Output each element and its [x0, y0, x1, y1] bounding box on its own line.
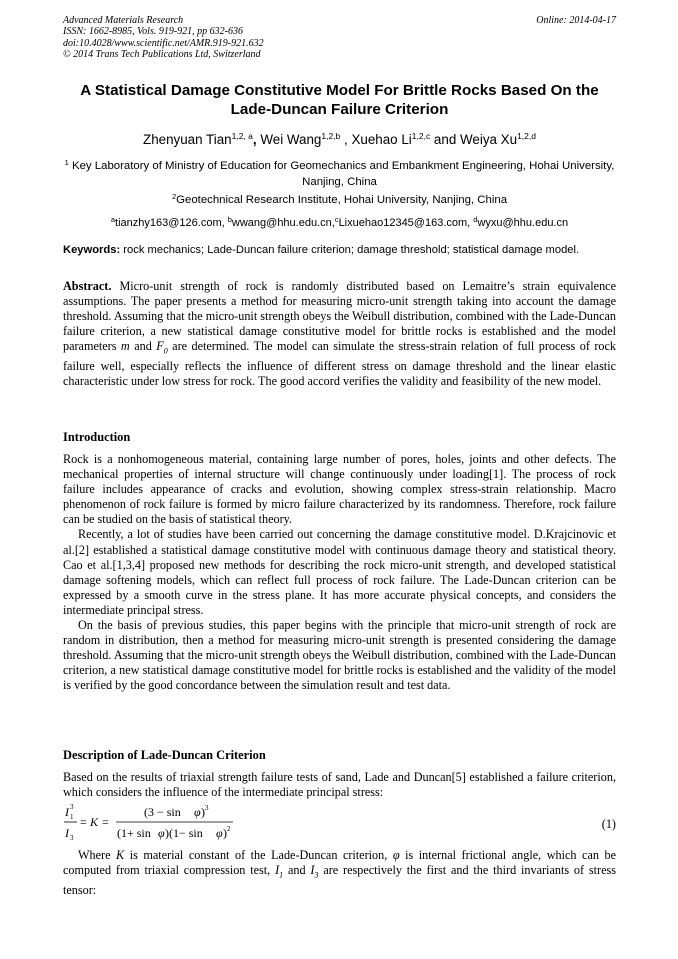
svg-text:φ: φ [158, 826, 165, 840]
author-sup: 1,2,b [321, 131, 341, 141]
abstract-text: and [129, 339, 157, 354]
lade-duncan-heading: Description of Lade-Duncan Criterion [63, 748, 266, 762]
equation-graphic [63, 801, 263, 845]
keywords-label: Keywords: [63, 244, 121, 256]
title-line-2: Lade-Duncan Failure Criterion [230, 101, 449, 118]
abstract-text: Micro-unit strength of rock is randomly distributed based on Lemaitre’s strain equivalence assumptions. The paper presents a method for measuring micro-unit strength taking into account the damage threshold. Assuming that the micro-unit strength obeys the Weibull distribution, combined with the Lade-Duncan failure criterion, a new statistical damage constitutive model for brittle rocks is established and the model parameters [63, 279, 616, 354]
abstract-paragraph [63, 279, 616, 389]
svg-text:1: 1 [70, 813, 74, 821]
author-sup: 1,2,c [411, 131, 431, 141]
affiliation-sup: 1 [64, 158, 69, 167]
symbol-phi: φ [392, 848, 400, 862]
svg-text:(1+ sin: (1+ sin [117, 826, 151, 840]
where-paragraph-block [63, 848, 616, 898]
email-address[interactable]: wyxu@hhu.edu.cn [477, 217, 569, 229]
symbol-I3-sub: 3 [314, 870, 319, 880]
symbol-I1: I [275, 863, 280, 878]
affiliation-1 [63, 159, 616, 190]
author-sup: 1,2,d [517, 131, 536, 141]
issn-line: ISSN: 1662-8985, Vols. 919-921, pp 632-636 [63, 26, 243, 38]
where-text: is material constant of the Lade-Duncan criterion, [124, 848, 393, 862]
param-F-sub: 0 [163, 346, 168, 356]
author-separator: , [252, 132, 261, 147]
intro-paragraph-2: Recently, a lot of studies have been carried out concerning the damage constitutive model. D.Krajcinovic et al.[2] established a statistical damage constitutive model with continuous damage theory and statistical theory. Cao et al.[1,3,4] proposed new methods for describing the rock micro-unit strength, and developed statistical damage softening models, which can reflect full process of rock failure. The Lade-Duncan criterion can be expressed by a smooth curve in the stress plane. It has more accurate physical concepts, and considers the intermediate principal stress. [63, 527, 616, 617]
symbol-I3: I [310, 863, 315, 878]
svg-text:2: 2 [227, 825, 231, 833]
author-separator: , [340, 132, 352, 147]
svg-text:3: 3 [205, 804, 209, 812]
author-list [63, 131, 616, 148]
svg-text:I: I [65, 826, 69, 840]
where-text: is internal frictional angle, which can be computed from triaxial compression test, [63, 848, 616, 878]
where-text: are respectively the first and the third invariants of stress tensor: [63, 863, 616, 897]
email-sup: b [227, 215, 232, 224]
svg-text:)(1− sin: )(1− sin [165, 826, 203, 840]
where-paragraph [63, 848, 616, 898]
author-separator: and [430, 132, 460, 147]
abstract [63, 279, 616, 389]
param-m: m [120, 339, 130, 354]
where-text: Where [78, 848, 117, 862]
journal-header [63, 15, 616, 60]
svg-text:=: = [80, 815, 87, 829]
affiliation-text: Key Laboratory of Ministry of Education for Geomechanics and Embankment Engineering, Hohai University, Nanjing, China [68, 160, 615, 188]
symbol-I1-sub: 1 [279, 870, 284, 880]
svg-text:I: I [65, 805, 69, 819]
title-line-1: A Statistical Damage Constitutive Model For Brittle Rocks Based On the [80, 82, 599, 99]
keywords [63, 243, 616, 258]
author-name: Zhenyuan Tian [143, 132, 232, 147]
introduction-heading: Introduction [63, 430, 131, 444]
doi-line: doi:10.4028/www.scientific.net/AMR.919-921.632 [63, 37, 264, 49]
svg-text:3: 3 [70, 834, 74, 842]
paper-title [63, 81, 616, 119]
author-name: Xuehao Li [351, 132, 412, 147]
introduction-body [63, 452, 616, 694]
svg-text:φ: φ [194, 805, 201, 819]
intro-paragraph-1: Rock is a nonhomogeneous material, containing large number of pores, holes, joints and other defects. The mechanical properties of internal structure will change continuously under loading[1]. The process of rock failure includes appearance of cracks and evolution, showing complex stress-strain relationship. Macro phenomenon of rock failure is formed by micro failure characterized by its randomness. Therefore, rock failure can be studied on the basis of statistical theory. [63, 452, 616, 527]
author-name: Wei Wang [260, 132, 322, 147]
abstract-text: are determined. The model can simulate the stress-strain relation of full process of rock failure well, especially reflects the influence of different stress on damage threshold and the linear elastic characteristic under low stress for rock. The good accord verifies the validity and feasibility of the new model. [63, 339, 616, 388]
keywords-text: rock mechanics; Lade-Duncan failure criterion; damage threshold; statistical damage model. [120, 244, 580, 256]
svg-text:(3 − sin: (3 − sin [144, 805, 181, 819]
svg-text:K: K [90, 815, 99, 829]
author-sup: 1,2, a [231, 131, 253, 141]
email-list [63, 216, 616, 230]
param-F: F [156, 339, 164, 354]
lade-duncan-intro [63, 770, 616, 800]
email-sup: d [473, 215, 478, 224]
email-address[interactable]: wwang@hhu.edu.cn, [231, 217, 335, 229]
svg-text:): ) [201, 805, 205, 819]
intro-paragraph-3: On the basis of previous studies, this paper begins with the principle that micro-unit strength of rock are random in distribution, then a method for measuring micro-unit strength is presented considering the damage threshold. Assuming that the micro-unit strength obeys the Weibull distribution, combined with the Lade-Duncan criterion, a new statistical damage constitutive model for brittle rocks is established and the validity of the model is verified by the good concordance between the simulation result and test data. [63, 618, 616, 693]
copyright-line: © 2014 Trans Tech Publications Ltd, Switzerland [63, 48, 261, 60]
affiliation-sup: 2 [171, 192, 177, 201]
affiliation-2 [63, 193, 616, 207]
abstract-label: Abstract. [63, 279, 112, 293]
lade-paragraph: Based on the results of triaxial strength failure tests of sand, Lade and Duncan[5] established a failure criterion, which considers the influence of the intermediate principal stress: [63, 770, 616, 800]
journal-name: Advanced Materials Research [63, 15, 184, 26]
email-address[interactable]: Lixuehao12345@163.com, [338, 217, 474, 229]
symbol-K: K [116, 848, 125, 862]
equation-number: (1) [601, 817, 616, 831]
svg-text:φ: φ [216, 826, 223, 840]
svg-text:): ) [223, 826, 227, 840]
email-sup: c [334, 215, 339, 224]
equation-1 [63, 801, 616, 845]
svg-text:=: = [102, 815, 109, 829]
svg-text:3: 3 [70, 803, 74, 811]
email-sup: a [110, 215, 116, 224]
author-name: Weiya Xu [460, 132, 518, 147]
email-address[interactable]: tianzhy163@126.com, [115, 217, 228, 229]
where-text: and [283, 863, 311, 878]
online-date: Online: 2014-04-17 [536, 15, 616, 26]
affiliation-text: Geotechnical Research Institute, Hohai University, Nanjing, China [176, 194, 508, 206]
